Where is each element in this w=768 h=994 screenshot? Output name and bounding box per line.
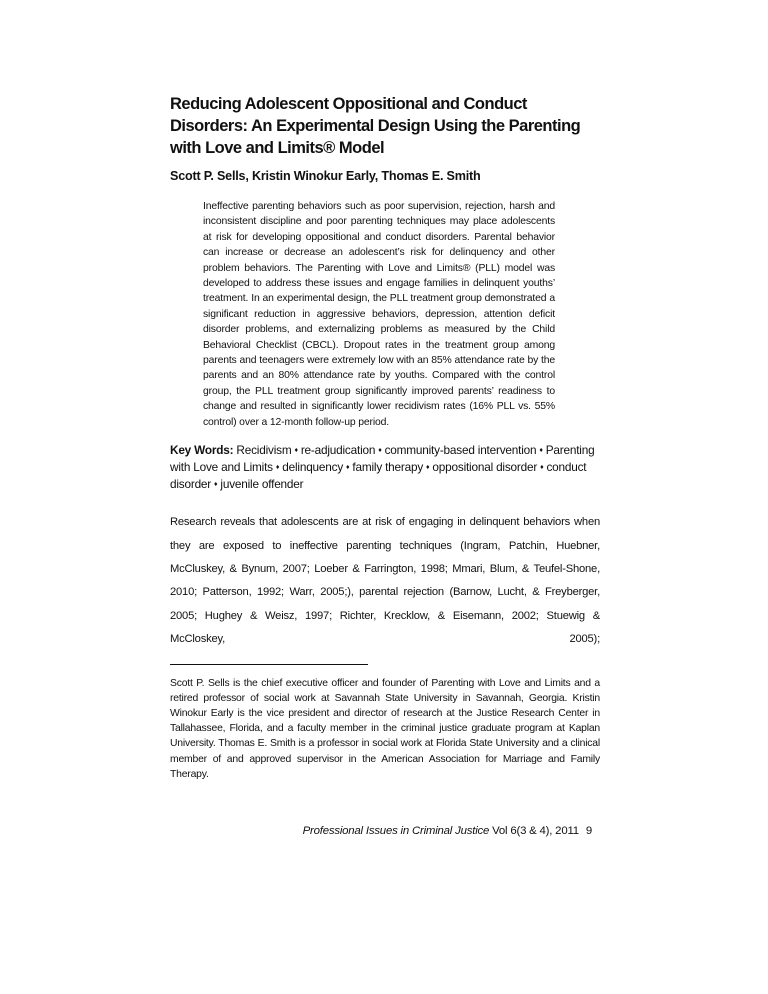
diamond-separator-icon: ♦ bbox=[378, 447, 382, 455]
journal-volume: Vol 6(3 & 4), 2011 bbox=[492, 825, 579, 837]
diamond-separator-icon: ♦ bbox=[540, 464, 544, 472]
author-footnote: Scott P. Sells is the chief executive officer and founder of Parenting with Love and Limits and a retired professor of social work at Savannah State University in Savannah, Georgia. Kristin Winokur Early is the vice president and director of research at the Justice Research Center in Tallahassee, Florida, and a faculty member in the criminal justice graduate program at Kaplan University. Thomas E. Smith is a professor in social work at Florida State University and a clinical member of and approved supervisor in the American Association for Marriage and Family Therapy. bbox=[170, 677, 600, 780]
keyword-item: re-adjudication bbox=[300, 443, 376, 458]
paper-title: Reducing Adolescent Oppositional and Conduct Disorders: An Experimental Design Using the Parenting with Love and Limits® Model bbox=[170, 95, 581, 157]
footnote-divider bbox=[170, 664, 368, 665]
diamond-separator-icon: ♦ bbox=[275, 464, 280, 472]
keyword-item: Parenting with Love and Limits bbox=[170, 443, 595, 475]
diamond-separator-icon: ♦ bbox=[426, 464, 430, 472]
page-number: 9 bbox=[585, 825, 592, 837]
keyword-item: delinquency bbox=[282, 460, 344, 475]
keyword-item: Recidivism bbox=[236, 443, 292, 458]
keyword-item: community-based intervention bbox=[384, 443, 537, 458]
author-list: Scott P. Sells, Kristin Winokur Early, Thomas E. Smith bbox=[170, 169, 481, 183]
keyword-item: oppositional disorder bbox=[432, 460, 538, 475]
diamond-separator-icon: ♦ bbox=[214, 481, 218, 489]
page-footer bbox=[303, 825, 592, 837]
diamond-separator-icon: ♦ bbox=[346, 464, 350, 472]
keyword-item: conduct disorder bbox=[170, 460, 587, 492]
journal-name: Professional Issues in Criminal Justice bbox=[302, 825, 490, 837]
paper-page bbox=[170, 93, 600, 782]
keyword-item: family therapy bbox=[352, 460, 424, 475]
keyword-item: juvenile offender bbox=[220, 477, 304, 492]
abstract: Ineffective parenting behaviors such as poor supervision, rejection, harsh and inconsistent discipline and poor parenting techniques may place adolescents at risk for developing oppositional and conduct disorders. Parental behavior can increase or decrease an adolescent’s risk for delinquency and other problem behaviors. The Parenting with Love and Limits® (PLL) model was developed to address these issues and engage families in delinquent youths’ treatment. In an experimental design, the PLL treatment group demonstrated a significant reduction in aggressive behaviors, depression, attention deficit disorder problems, and externalizing problems as measured by the Child Behavioral Checklist (CBCL). Dropout rates in the treatment group among parents and teenagers were extremely low with an 85% attendance rate by the parents and an 80% attendance rate by youths. Compared with the control group, the PLL treatment group significantly improved parents’ readiness to change and resulted in significantly lower recidivism rates (16% PLL vs. 55% control) over a 12-month follow-up period. bbox=[203, 201, 555, 428]
keywords-label: Key Words: bbox=[170, 443, 234, 458]
body-paragraph: Research reveals that adolescents are at risk of engaging in delinquent behaviors when they are exposed to ineffective parenting techniques (Ingram, Patchin, Huebner, McCluskey, & Bynum, 2007; Loeber & Farrington, 1998; Mmari, Blum, & Teufel-Shone, 2010; Patterson, 1992; Warr, 2005;), parental rejection (Barnow, Lucht, & Freyberger, 2005; Hughey & Weisz, 1997; Richter, Krecklow, & Eisemann, 2002; Stuewig & McCloskey, 2005); bbox=[170, 516, 600, 646]
diamond-separator-icon: ♦ bbox=[294, 447, 298, 455]
keywords-block bbox=[170, 442, 602, 493]
diamond-separator-icon: ♦ bbox=[539, 447, 543, 455]
